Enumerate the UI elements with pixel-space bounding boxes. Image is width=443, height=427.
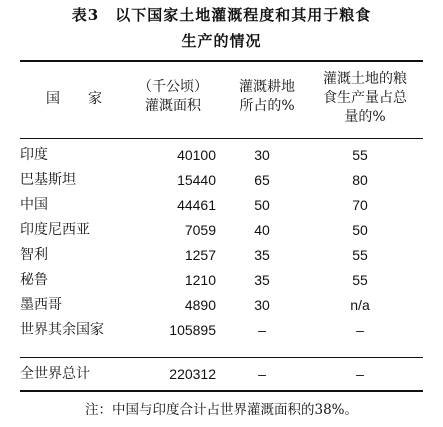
header-irrigated-share: [226, 78, 308, 116]
cell-irrigated-share: 35: [254, 247, 270, 263]
cell-country: 中国: [20, 197, 48, 213]
header-food-share: [308, 70, 422, 127]
cell-irrigated-share: 30: [254, 297, 270, 313]
cell-food-share: 55: [352, 147, 368, 163]
header-country: 国 家: [46, 91, 102, 107]
bottom-rule: [20, 390, 423, 392]
table-row-world-total: [20, 362, 423, 386]
cell-irrigated-share: –: [258, 366, 266, 382]
cell-irrigated-share: 50: [254, 197, 270, 213]
cell-food-share: 80: [352, 172, 368, 188]
cell-irrigated-area: 105895: [169, 322, 216, 338]
header-irrigated-share-line-2: 所占的%: [239, 98, 295, 114]
table-title-line-2: 生产的情况: [181, 32, 262, 50]
cell-food-share: 55: [352, 272, 368, 288]
total-rule: [20, 357, 423, 358]
table-row: [20, 243, 423, 267]
cell-irrigated-area: 15440: [177, 172, 216, 188]
cell-irrigated-share: –: [258, 322, 266, 338]
cell-country: 墨西哥: [20, 297, 62, 313]
table-row: [20, 268, 423, 292]
cell-food-share: –: [356, 322, 364, 338]
header-area-line-1: （千公顷）: [138, 79, 208, 95]
header-rule: [20, 138, 423, 139]
cell-irrigated-area: 220312: [169, 366, 216, 382]
cell-irrigated-area: 1210: [184, 272, 216, 288]
cell-country: 秘鲁: [20, 272, 48, 288]
cell-irrigated-share: 65: [254, 172, 270, 188]
cell-irrigated-area: 1257: [184, 247, 216, 263]
table-row: [20, 143, 423, 167]
cell-irrigated-area: 7059: [184, 222, 216, 238]
cell-food-share: 70: [352, 197, 368, 213]
cell-country: 世界其余国家: [20, 322, 104, 338]
header-irrigated-share-line-1: 灌溉耕地: [239, 79, 295, 95]
header-food-share-line-1: 灌溉土地的粮: [323, 71, 407, 87]
cell-irrigated-share: 35: [254, 272, 270, 288]
cell-irrigated-share: 30: [254, 147, 270, 163]
header-food-share-line-2: 食生产量占总: [323, 90, 407, 106]
cell-food-share: –: [356, 366, 364, 382]
table-row: [20, 193, 423, 217]
table-row: [20, 168, 423, 192]
table-footnote: 注：中国与印度合计占世界灌溉面积的38%。: [84, 402, 358, 418]
header-food-share-line-3: 量的%: [344, 109, 386, 125]
table-row: [20, 293, 423, 317]
cell-country: 印度: [20, 147, 48, 163]
table-row: [20, 318, 423, 342]
cell-country: 巴基斯坦: [20, 172, 76, 188]
cell-irrigated-share: 40: [254, 222, 270, 238]
cell-food-share: n/a: [350, 297, 370, 313]
cell-irrigated-area: 44461: [177, 197, 216, 213]
header-area-line-2: 灌溉面积: [145, 98, 201, 114]
table-row: [20, 218, 423, 242]
cell-food-share: 50: [352, 222, 368, 238]
cell-country: 印度尼西亚: [20, 222, 90, 238]
cell-food-share: 55: [352, 247, 368, 263]
cell-country: 智利: [20, 247, 48, 263]
table-title-line-1: 表3 以下国家土地灌溉程度和其用于粮食: [71, 6, 372, 24]
cell-country: 全世界总计: [20, 366, 90, 382]
top-rule: [20, 60, 423, 62]
cell-irrigated-area: 40100: [177, 147, 216, 163]
cell-irrigated-area: 4890: [184, 297, 216, 313]
header-area: [118, 78, 228, 116]
